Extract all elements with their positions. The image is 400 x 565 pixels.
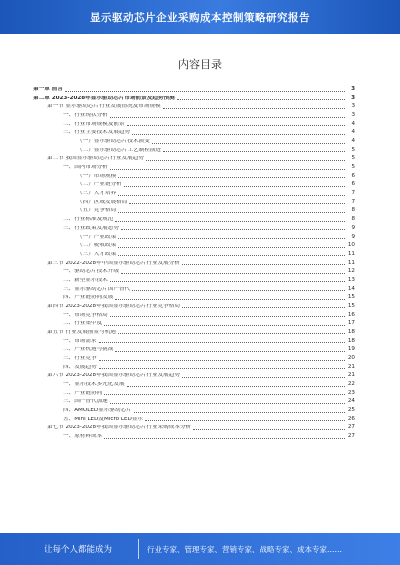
footer-bar <box>0 533 400 565</box>
toc-entry[interactable] <box>33 93 355 102</box>
toc-leader-dots <box>152 143 345 144</box>
toc-leader-dots <box>118 195 345 196</box>
toc-entry-title: 一、显示技术多元化发展 <box>63 381 125 387</box>
toc-entry-page: 7 <box>351 190 355 197</box>
toc-entry-title: （四）区域发展格局 <box>77 199 128 205</box>
toc-leader-dots <box>118 255 345 256</box>
toc-entry[interactable] <box>33 162 355 171</box>
toc-entry-title: 一、国内市场分析 <box>63 165 108 171</box>
toc-entry-page: 11 <box>347 259 355 266</box>
toc-entry[interactable] <box>33 327 355 336</box>
toc-entry-page: 3 <box>351 94 355 101</box>
toc-entry[interactable] <box>33 370 355 379</box>
toc-entry-page: 20 <box>347 354 355 361</box>
toc-leader-dots <box>132 290 345 291</box>
toc-entry-title: （三）人才政策 <box>77 251 117 257</box>
toc-entry-page: 26 <box>347 415 355 422</box>
toc-entry[interactable] <box>33 396 355 405</box>
toc-entry-title: 三、国产替代加速 <box>63 399 108 405</box>
toc-entry-page: 6 <box>351 181 355 188</box>
toc-entry[interactable] <box>33 101 355 110</box>
toc-entry[interactable] <box>33 292 355 301</box>
toc-leader-dots <box>132 134 345 135</box>
toc-entry[interactable] <box>33 179 355 188</box>
toc-entry-page: 8 <box>351 207 355 214</box>
toc-entry-page: 16 <box>347 311 355 318</box>
toc-entry-title: 第一章 前言 <box>33 87 63 93</box>
toc-leader-dots <box>104 394 345 395</box>
toc-entry-title: 第五节 行业发展前景与机遇 <box>47 329 116 335</box>
footer-tagline: 行业专家、管理专家、营销专家、战略专家、成本专家…… <box>147 544 342 554</box>
toc-entry-title: （一）显示驱动芯片技术演变 <box>77 139 150 145</box>
toc-entry-page: 15 <box>347 294 355 301</box>
toc-entry-page: 15 <box>347 302 355 309</box>
toc-entry-title: 二、产业机遇与挑战 <box>63 347 114 353</box>
toc-leader-dots <box>99 342 345 343</box>
toc-entry-title: 第一节 显示驱动芯片行业发展情况及市场规模 <box>47 104 161 110</box>
toc-entry[interactable] <box>33 136 355 145</box>
toc-entry[interactable] <box>33 145 355 154</box>
toc-entry-page: 11 <box>347 250 355 257</box>
toc-entry-title: 第四节 2023-2028年我国显示驱动芯片行业竞争格局 <box>47 303 180 309</box>
report-header-bar <box>0 0 400 34</box>
toc-entry-title: （一）产业政策 <box>77 234 117 240</box>
toc-entry-title: 一、市场竞争格局 <box>63 312 108 318</box>
toc-entry-page: 18 <box>347 328 355 335</box>
toc-entry-page: 23 <box>347 389 355 396</box>
toc-entry[interactable] <box>33 197 355 206</box>
toc-entry-page: 4 <box>351 138 355 145</box>
toc-leader-dots <box>121 229 345 230</box>
toc-entry-page: 3 <box>351 103 355 110</box>
toc-entry[interactable] <box>33 188 355 197</box>
toc-entry[interactable] <box>33 153 355 162</box>
toc-leader-dots <box>118 333 345 334</box>
toc-leader-dots <box>118 247 345 248</box>
toc-entry[interactable] <box>33 283 355 292</box>
toc-leader-dots <box>110 169 345 170</box>
toc-leader-dots <box>99 368 345 369</box>
toc-entry[interactable] <box>33 249 355 258</box>
toc-entry[interactable] <box>33 240 355 249</box>
toc-leader-dots <box>177 99 345 100</box>
toc-leader-dots <box>110 281 345 282</box>
toc-entry-page: 9 <box>351 224 355 231</box>
toc-leader-dots <box>118 212 345 213</box>
table-of-contents <box>33 84 355 440</box>
footer-divider <box>138 539 139 559</box>
toc-entry-page: 14 <box>347 285 355 292</box>
toc-leader-dots <box>193 429 345 430</box>
toc-entry[interactable] <box>33 344 355 353</box>
toc-entry[interactable] <box>33 119 355 128</box>
toc-entry[interactable] <box>33 353 355 362</box>
toc-entry-page: 4 <box>351 120 355 127</box>
toc-entry-page: 12 <box>347 268 355 275</box>
toc-entry-title: 二、新型显示技术 <box>63 277 108 283</box>
toc-entry-page: 10 <box>347 242 355 249</box>
toc-entry-title: （一）市场规模 <box>77 173 117 179</box>
toc-entry-page: 21 <box>347 363 355 370</box>
toc-entry-page: 7 <box>351 198 355 205</box>
toc-leader-dots <box>65 91 345 92</box>
toc-entry[interactable] <box>33 110 355 119</box>
toc-entry-page: 5 <box>351 155 355 162</box>
toc-entry-page: 27 <box>347 432 355 439</box>
toc-entry[interactable] <box>33 309 355 318</box>
toc-leader-dots <box>115 221 345 222</box>
toc-entry-page: 8 <box>351 216 355 223</box>
toc-entry-page: 9 <box>351 233 355 240</box>
toc-leader-dots <box>99 360 345 361</box>
toc-entry-title: （二）显示驱动芯片工艺制程演进 <box>77 147 161 153</box>
toc-entry[interactable] <box>33 205 355 214</box>
toc-leader-dots <box>182 264 345 265</box>
toc-entry-title: 四、发展趋势 <box>63 364 97 370</box>
toc-entry-page: 25 <box>347 406 355 413</box>
toc-leader-dots <box>124 186 345 187</box>
toc-entry[interactable] <box>33 318 355 327</box>
toc-leader-dots <box>182 377 345 378</box>
toc-entry-title: 三、行业竞争 <box>63 355 97 361</box>
toc-leader-dots <box>121 273 345 274</box>
toc-leader-dots <box>145 420 345 421</box>
toc-entry-title: 第二章 2023-2028年显示驱动芯片市场前景及趋势预测 <box>33 95 175 101</box>
toc-entry[interactable] <box>33 431 355 440</box>
toc-entry[interactable] <box>33 266 355 275</box>
toc-entry-title: 一、市场需求 <box>63 338 97 344</box>
toc-entry-title: （三）人才培养 <box>77 191 117 197</box>
report-title: 显示驱动芯片企业采购成本控制策略研究报告 <box>90 11 310 24</box>
toc-leader-dots <box>118 238 345 239</box>
toc-entry-page: 4 <box>351 129 355 136</box>
toc-entry-title: （二）税收政策 <box>77 243 117 249</box>
toc-entry[interactable] <box>33 231 355 240</box>
toc-heading: 内容目录 <box>178 58 222 71</box>
toc-entry-page: 3 <box>351 112 355 119</box>
toc-entry-page: 6 <box>351 172 355 179</box>
toc-entry-title: 第三节 2022-2028年中国显示驱动芯片行业发展分析 <box>47 260 180 266</box>
toc-entry-title: 四、产业链协同发展 <box>63 295 114 301</box>
toc-entry-page: 5 <box>351 164 355 171</box>
toc-entry[interactable] <box>33 414 355 423</box>
toc-entry-page: 24 <box>347 398 355 405</box>
toc-leader-dots <box>163 151 345 152</box>
toc-entry-page: 5 <box>351 146 355 153</box>
toc-entry-title: 五、Mini LED及Micro LED显示 <box>63 416 143 422</box>
toc-leader-dots <box>146 160 345 161</box>
toc-leader-dots <box>127 386 345 387</box>
toc-entry-title: 一、行业现状分析 <box>63 113 108 119</box>
toc-entry[interactable] <box>33 379 355 388</box>
toc-entry-title: （五）竞争格局 <box>77 208 117 214</box>
toc-entry-page: 21 <box>347 372 355 379</box>
toc-entry[interactable] <box>33 422 355 431</box>
toc-entry[interactable] <box>33 223 355 232</box>
toc-entry-title: 二、行业市场规模及前景 <box>63 121 125 127</box>
toc-entry-title: 二、行业标准及规范 <box>63 217 114 223</box>
toc-entry-title: 四、AMOLED显示驱动芯片 <box>63 407 132 413</box>
toc-entry-title: 一、驱动芯片技术升级 <box>63 269 119 275</box>
toc-leader-dots <box>182 307 345 308</box>
toc-entry-page: 18 <box>347 337 355 344</box>
toc-entry-title: 二、产业链协同 <box>63 390 103 396</box>
toc-leader-dots <box>115 299 345 300</box>
toc-entry[interactable] <box>33 84 355 93</box>
toc-leader-dots <box>127 125 345 126</box>
toc-entry-title: 三、行业主要技术发展趋势 <box>63 130 131 136</box>
toc-entry[interactable] <box>33 275 355 284</box>
toc-entry-page: 19 <box>347 346 355 353</box>
toc-entry[interactable] <box>33 127 355 136</box>
toc-entry[interactable] <box>33 214 355 223</box>
toc-leader-dots <box>104 325 345 326</box>
toc-entry[interactable] <box>33 171 355 180</box>
toc-entry[interactable] <box>33 405 355 414</box>
toc-entry-page: 17 <box>347 320 355 327</box>
toc-leader-dots <box>163 108 345 109</box>
footer-slogan: 让每个人都能成为 <box>44 545 113 555</box>
toc-leader-dots <box>110 316 345 317</box>
toc-leader-dots <box>129 203 345 204</box>
toc-leader-dots <box>118 177 345 178</box>
toc-leader-dots <box>110 117 345 118</box>
toc-entry-page: 13 <box>347 276 355 283</box>
toc-entry[interactable] <box>33 257 355 266</box>
toc-entry-title: （二）产业链分析 <box>77 182 122 188</box>
toc-entry-title: 三、显示驱动芯片国产替代 <box>63 286 131 292</box>
toc-entry[interactable] <box>33 301 355 310</box>
toc-entry[interactable] <box>33 362 355 371</box>
toc-entry-title: 二、行业集中度 <box>63 321 103 327</box>
toc-entry[interactable] <box>33 335 355 344</box>
toc-leader-dots <box>110 403 345 404</box>
toc-entry-title: 第七节 2023-2028年我国显示驱动芯片行业采购成本分析 <box>47 425 192 431</box>
toc-leader-dots <box>115 351 345 352</box>
toc-entry-title: 一、原材料成本 <box>63 433 103 439</box>
toc-entry-page: 22 <box>347 380 355 387</box>
toc-entry-page: 3 <box>351 86 355 93</box>
toc-entry-page: 27 <box>347 424 355 431</box>
toc-entry[interactable] <box>33 388 355 397</box>
toc-entry-title: 第六节 2023-2028年我国显示驱动芯片行业发展趋势 <box>47 373 180 379</box>
toc-leader-dots <box>104 438 345 439</box>
toc-entry-title: 第二节 我国显示驱动芯片行业发展趋势 <box>47 156 144 162</box>
toc-leader-dots <box>134 412 345 413</box>
toc-entry-title: 三、行业政策发展态势 <box>63 225 119 231</box>
